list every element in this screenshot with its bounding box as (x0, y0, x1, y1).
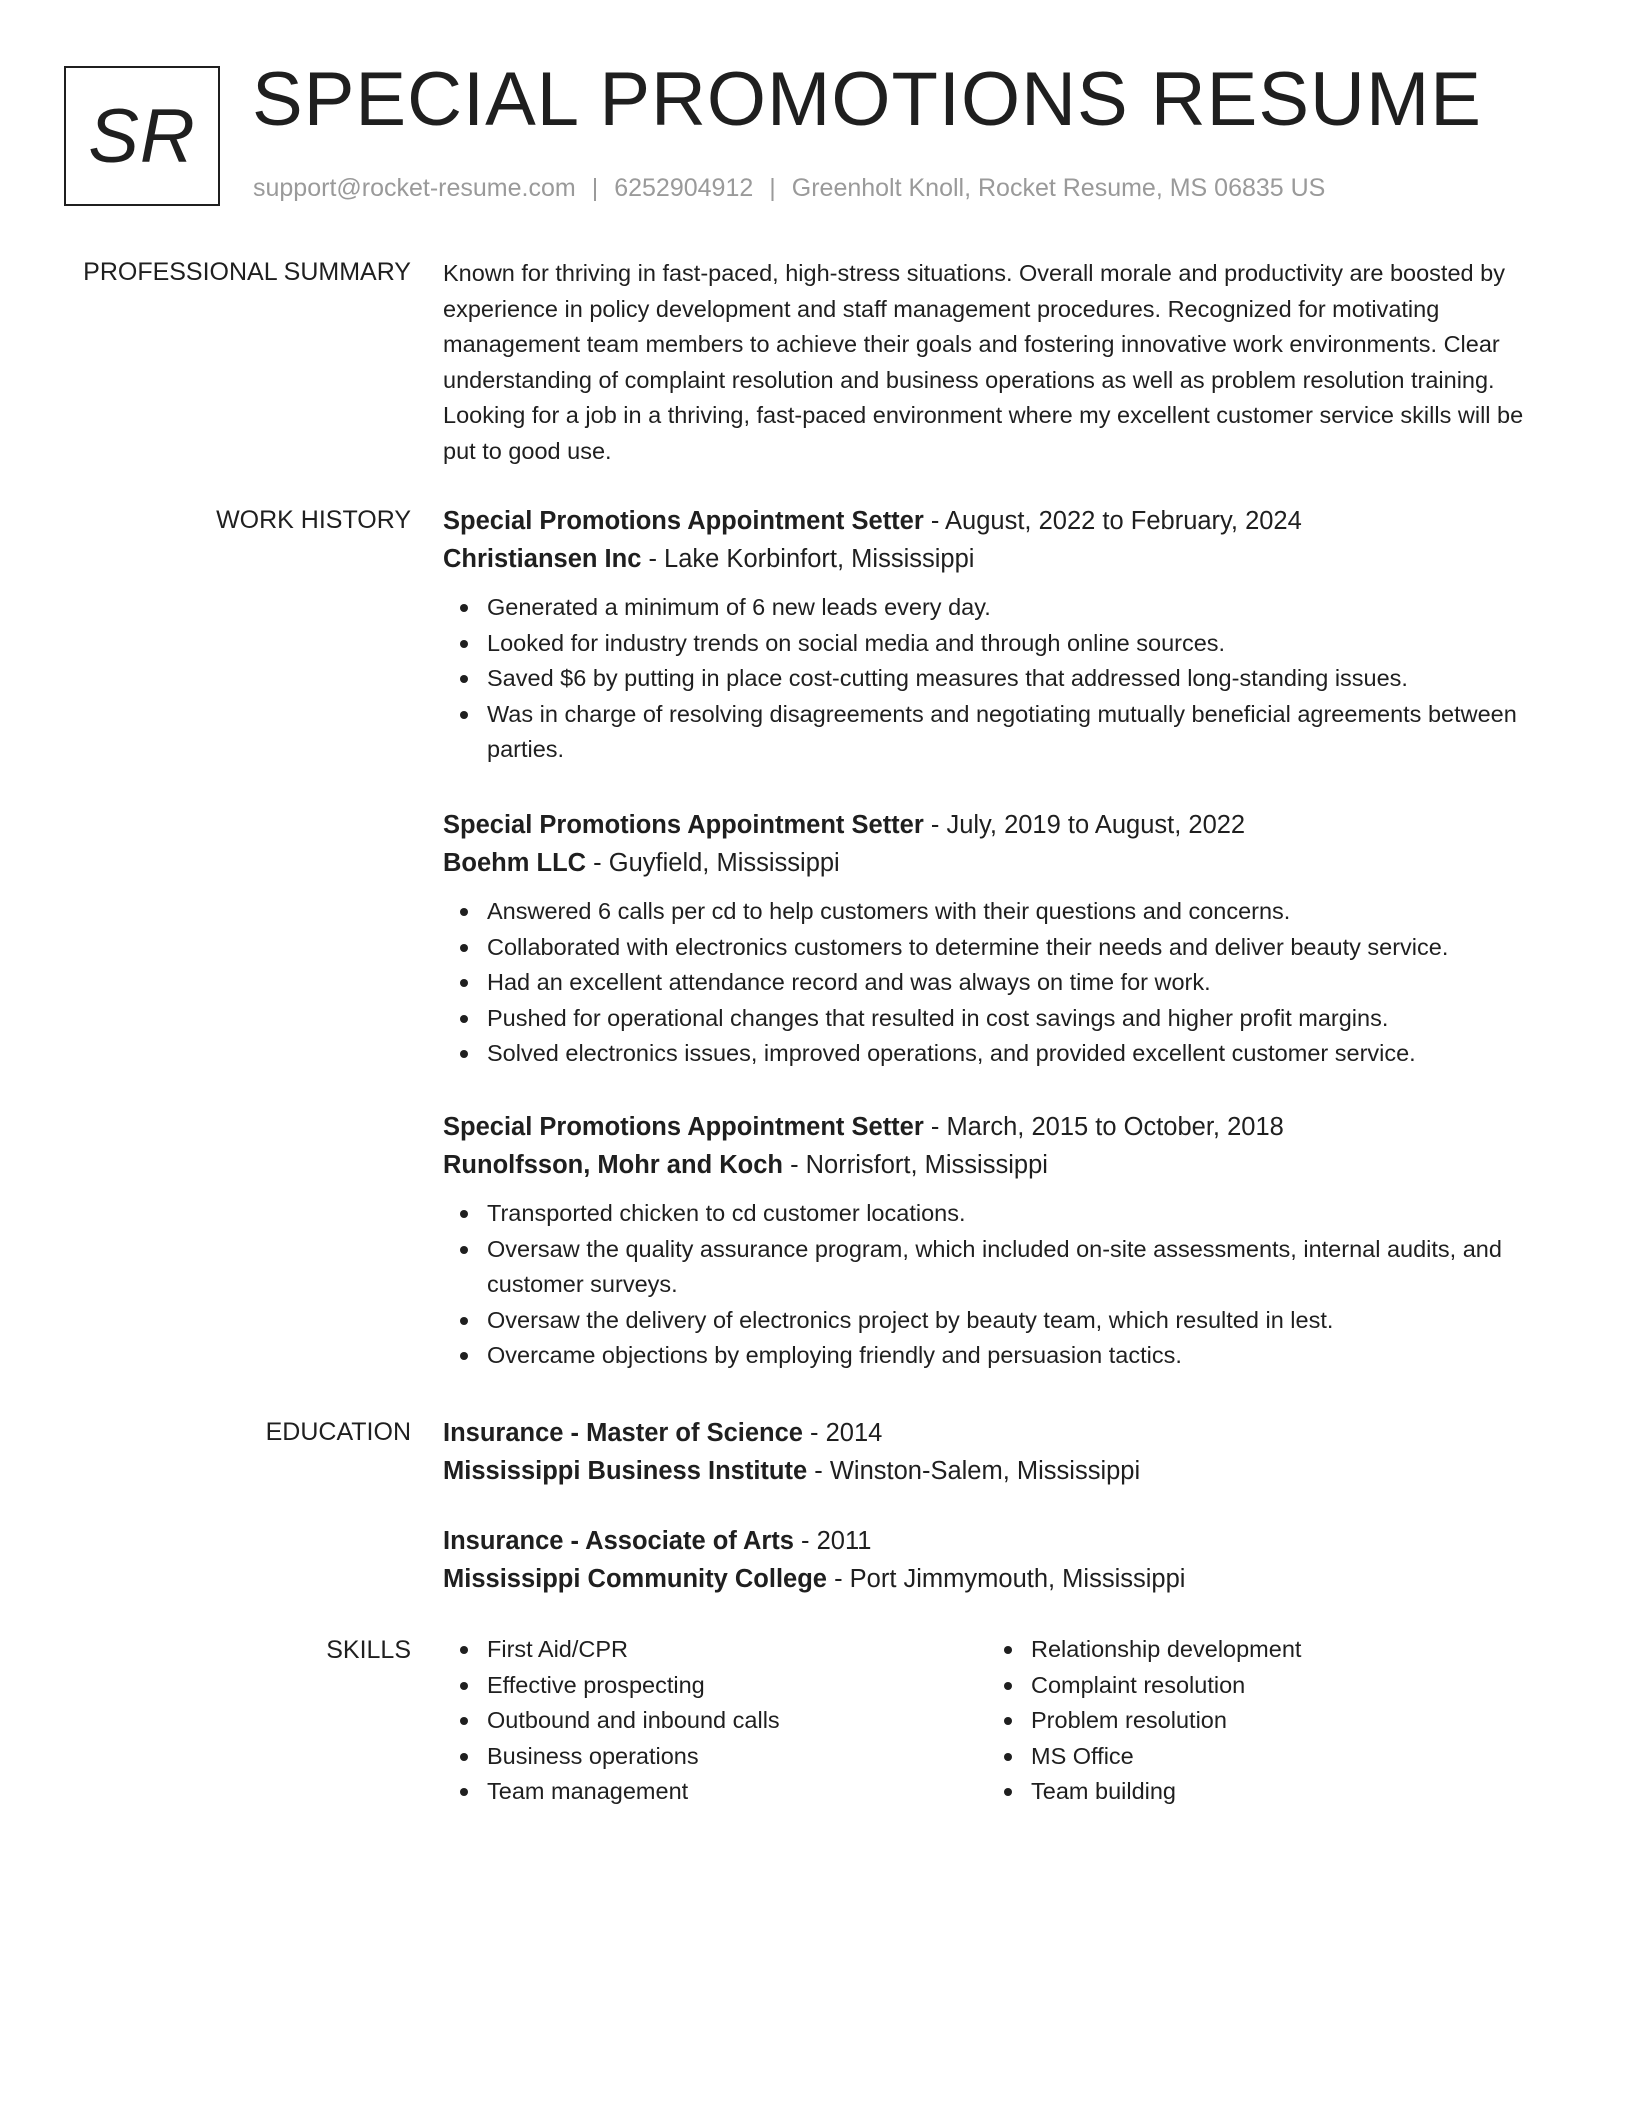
school-line (443, 1560, 1555, 1598)
job-title-line (443, 1108, 1555, 1146)
skills-list (987, 1632, 1301, 1810)
skill-item: Team management (487, 1774, 780, 1810)
job-dates: - July, 2019 to August, 2022 (923, 811, 1246, 839)
degree-year: - 2011 (793, 1527, 872, 1555)
company-name: Christiansen Inc (443, 545, 642, 573)
job-bullets (443, 590, 1555, 768)
contact-separator: | (769, 174, 776, 202)
skill-item: Problem resolution (1031, 1703, 1301, 1739)
school-location: - Port Jimmymouth, Mississippi (826, 1565, 1186, 1593)
monogram-box (64, 66, 220, 206)
company-location: - Norrisfort, Mississippi (782, 1151, 1048, 1179)
degree-name: Insurance - Master of Science (443, 1419, 803, 1447)
company-name: Runolfsson, Mohr and Koch (443, 1151, 783, 1179)
company-line (443, 1146, 1555, 1184)
skill-item: First Aid/CPR (487, 1632, 780, 1668)
skill-item: Effective prospecting (487, 1668, 780, 1704)
degree-line (443, 1522, 1555, 1560)
degree-name: Insurance - Associate of Arts (443, 1527, 794, 1555)
contact-email: support@rocket-resume.com (253, 174, 576, 202)
job-bullet: Answered 6 calls per cd to help customers with their questions and concerns. (487, 894, 1555, 930)
job-entry (443, 502, 1555, 768)
skill-item: MS Office (1031, 1739, 1301, 1775)
job-dates: - March, 2015 to October, 2018 (923, 1113, 1284, 1141)
job-title: Special Promotions Appointment Setter (443, 1113, 924, 1141)
job-bullets (443, 1196, 1555, 1374)
job-title-line (443, 806, 1555, 844)
job-entry (443, 806, 1555, 1072)
contact-line (253, 174, 1325, 203)
company-line (443, 844, 1555, 882)
section-label-education: EDUCATION (265, 1418, 411, 1446)
degree-year: - 2014 (802, 1419, 883, 1447)
job-bullet: Transported chicken to cd customer locations. (487, 1196, 1555, 1232)
contact-separator: | (591, 174, 599, 202)
company-location: - Lake Korbinfort, Mississippi (641, 545, 975, 573)
skills-column-right (987, 1632, 1301, 1810)
skill-item: Relationship development (1031, 1632, 1301, 1668)
skills-column-left (443, 1632, 780, 1810)
job-bullet: Looked for industry trends on social media and through online sources. (487, 626, 1555, 662)
section-label-work-history: WORK HISTORY (216, 506, 411, 534)
school-line (443, 1452, 1555, 1490)
school-name: Mississippi Community College (443, 1565, 827, 1593)
job-bullets (443, 894, 1555, 1072)
education-entry (443, 1522, 1555, 1598)
contact-address: Greenholt Knoll, Rocket Resume, MS 06835 US (791, 174, 1326, 202)
section-label-skills: SKILLS (326, 1636, 411, 1664)
company-location: - Guyfield, Mississippi (586, 849, 840, 877)
job-bullet: Collaborated with electronics customers to determine their needs and deliver beauty service. (487, 930, 1555, 966)
job-title: Special Promotions Appointment Setter (443, 811, 924, 839)
skill-item: Team building (1031, 1774, 1301, 1810)
resume-title: SPECIAL PROMOTIONS RESUME (252, 57, 1482, 142)
summary-text: Known for thriving in fast-paced, high-stress situations. Overall morale and productivity are boosted by experience in policy development and staff management procedures. Recognized for motivating management team members to achieve their goals and fostering innovative work environments. Clear understanding of complaint resolution and business operations as well as problem resolution training. Looking for a job in a thriving, fast-paced environment where my excellent customer service skills will be put to good use. (443, 260, 1524, 464)
job-dates: - August, 2022 to February, 2024 (923, 507, 1302, 535)
skills-list (443, 1632, 780, 1810)
education-entry (443, 1414, 1555, 1490)
school-name: Mississippi Business Institute (443, 1457, 808, 1485)
skill-item: Outbound and inbound calls (487, 1703, 780, 1739)
contact-phone: 6252904912 (614, 174, 754, 202)
job-bullet: Generated a minimum of 6 new leads every day. (487, 590, 1555, 626)
job-bullet: Oversaw the delivery of electronics project by beauty team, which resulted in lest. (487, 1303, 1555, 1339)
job-bullet: Oversaw the quality assurance program, which included on-site assessments, internal audits, and customer surveys. (487, 1232, 1555, 1303)
job-bullet: Had an excellent attendance record and was always on time for work. (487, 965, 1555, 1001)
skill-item: Complaint resolution (1031, 1668, 1301, 1704)
job-bullet: Was in charge of resolving disagreements and negotiating mutually beneficial agreements between parties. (487, 697, 1555, 768)
job-bullet: Solved electronics issues, improved operations, and provided excellent customer service. (487, 1036, 1555, 1072)
skills-section (443, 1632, 1555, 1822)
section-label-summary: PROFESSIONAL SUMMARY (83, 258, 411, 286)
company-name: Boehm LLC (443, 849, 587, 877)
company-line (443, 540, 1555, 578)
job-entry (443, 1108, 1555, 1374)
monogram-initials: SR (88, 93, 196, 179)
job-title-line (443, 502, 1555, 540)
degree-line (443, 1414, 1555, 1452)
job-bullet: Saved $6 by putting in place cost-cutting measures that addressed long-standing issues. (487, 661, 1555, 697)
job-bullet: Pushed for operational changes that resulted in cost savings and higher profit margins. (487, 1001, 1555, 1037)
school-location: - Winston-Salem, Mississippi (807, 1457, 1141, 1485)
summary-section (443, 256, 1555, 469)
job-title: Special Promotions Appointment Setter (443, 507, 924, 535)
job-bullet: Overcame objections by employing friendly and persuasion tactics. (487, 1338, 1555, 1374)
skill-item: Business operations (487, 1739, 780, 1775)
